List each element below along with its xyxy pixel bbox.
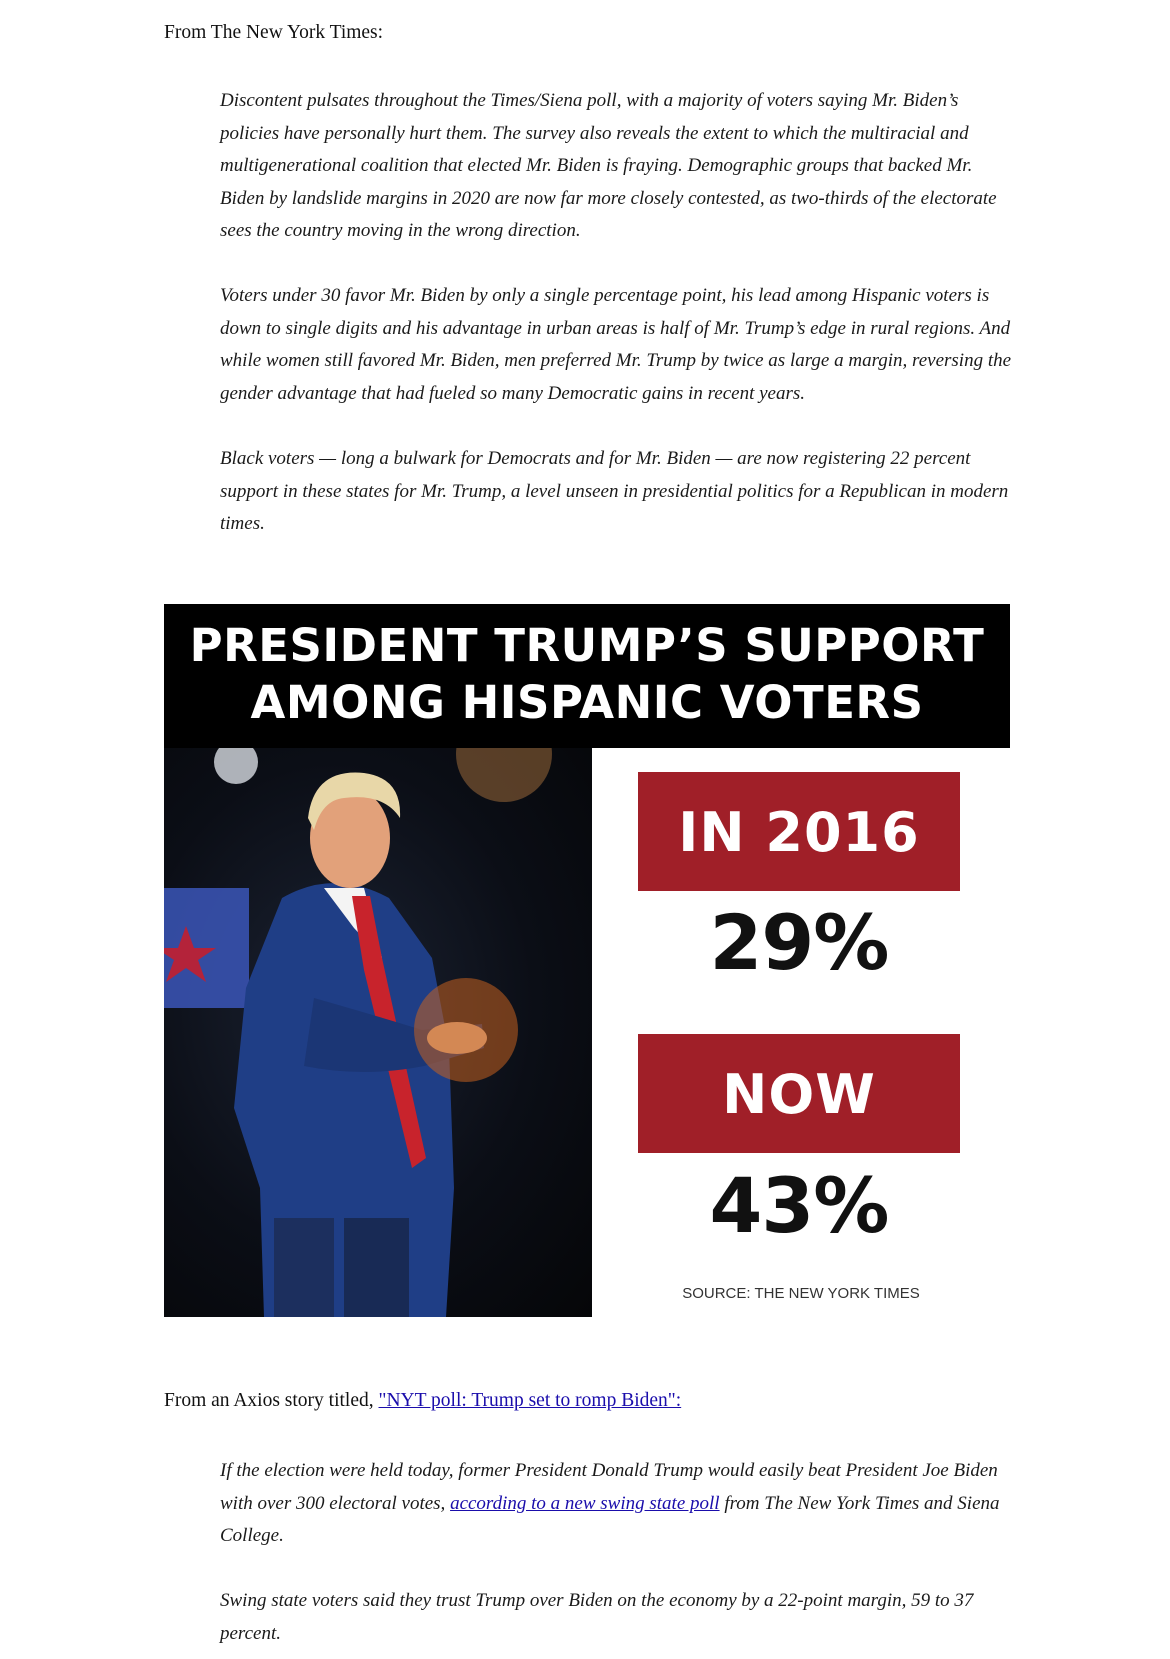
trump-photo (164, 748, 592, 1317)
nyt-quote-paragraph-2: Voters under 30 favor Mr. Biden by only a single percentage point, his lead among Hispanic voters is down to single digits and his advantage in urban areas is half of Mr. Trump’s edge in rural regions. And while women still favored Mr. Biden, men preferred Mr. Trump by twice as large a margin, reversing the gender advantage that had fueled so many Democratic gains in recent years. (220, 285, 1012, 404)
axios-p1-after: from The New York Times and Siena College. (220, 1492, 1000, 1546)
axios-story-link[interactable]: "NYT poll: Trump set to romp Biden": (378, 1390, 682, 1411)
trump-photo-illustration (164, 748, 592, 1317)
label-in-2016: IN 2016 (638, 772, 960, 891)
graphic-title-line-2: AMONG HISPANIC VOTERS (250, 676, 924, 729)
label-now: NOW (638, 1034, 960, 1153)
graphic-source: SOURCE: THE NEW YORK TIMES (682, 1285, 920, 1302)
swing-state-poll-link[interactable]: according to a new swing state poll (450, 1492, 720, 1514)
axios-intro (164, 1390, 681, 1412)
graphic-title-line-1: PRESIDENT TRUMP’S SUPPORT (189, 619, 985, 672)
nyt-quote-paragraph-3: Black voters — long a bulwark for Democrats and for Mr. Biden — are now registering 22 percent support in these states for Mr. Trump, a level unseen in presidential politics for a Republican in modern times. (220, 448, 1009, 534)
intro-text: From The New York Times: (164, 22, 384, 43)
hispanic-support-graphic (164, 604, 1010, 1317)
graphic-title (164, 604, 1010, 748)
axios-intro-prefix: From an Axios story titled, (164, 1390, 379, 1411)
stats-panel (592, 748, 1010, 1317)
value-2016: 29% (709, 898, 889, 987)
axios-p1-before: If the election were held today, former President Donald Trump would easily beat President Joe Biden with over 300 electoral votes, (220, 1460, 998, 1514)
value-now: 43% (709, 1161, 889, 1250)
axios-quote-paragraph-1 (220, 1455, 1020, 1553)
axios-quote-paragraph-2: Swing state voters said they trust Trump over Biden on the economy by a 22-point margin, 59 to 37 percent. (220, 1590, 974, 1644)
nyt-quote-paragraph-1: Discontent pulsates throughout the Times/Siena poll, with a majority of voters saying Mr. Biden’s policies have personally hurt them. The survey also reveals the extent to which the multiracial and multigenerational coalition that elected Mr. Biden is fraying. Demographic groups that backed Mr. Biden by landslide margins in 2020 are now far more closely contested, as two-thirds of the electorate sees the country moving in the wrong direction. (220, 90, 997, 241)
